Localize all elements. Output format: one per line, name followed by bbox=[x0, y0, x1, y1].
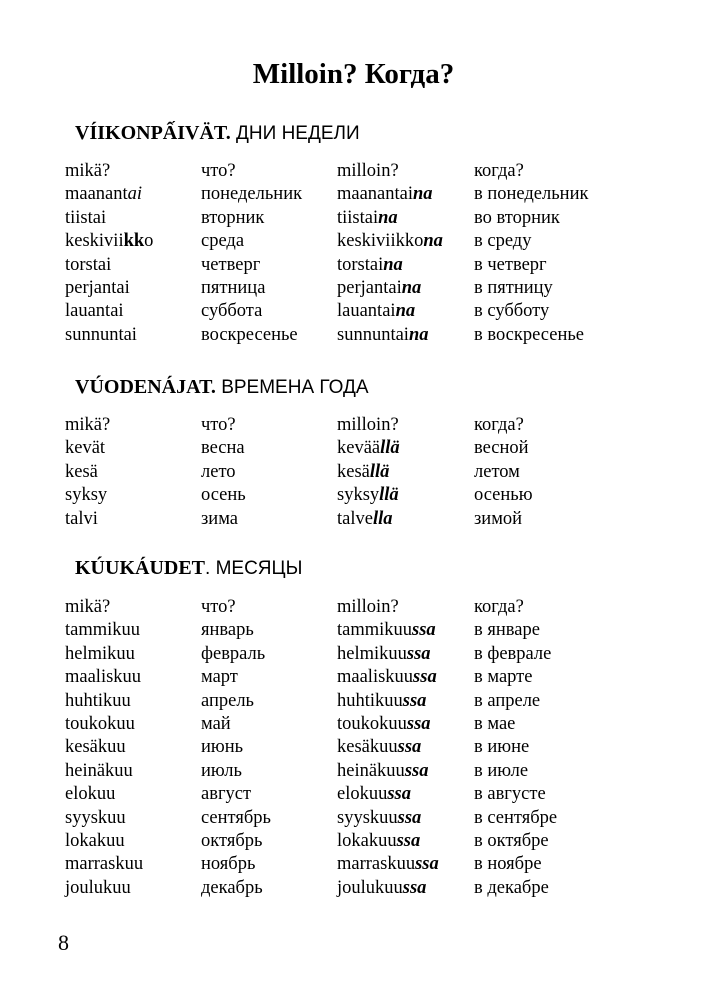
finnish-when: keväällä bbox=[337, 438, 400, 459]
russian-when: в апреле bbox=[474, 690, 541, 711]
table-row bbox=[0, 760, 707, 783]
section-heading-fi: KÚUKÁUDET bbox=[75, 557, 206, 579]
table-row bbox=[0, 414, 707, 437]
russian-when: в ноябре bbox=[474, 854, 542, 875]
finnish-word: marraskuu bbox=[65, 854, 144, 875]
table-row bbox=[0, 230, 707, 253]
finnish-when: heinäkuussa bbox=[337, 760, 429, 781]
finnish-when: joulukuussa bbox=[337, 877, 427, 898]
russian-when: в пятницу bbox=[474, 277, 553, 298]
table-row bbox=[0, 736, 707, 759]
finnish-when: torstaina bbox=[337, 254, 403, 275]
finnish-when: huhtikuussa bbox=[337, 690, 427, 711]
finnish-word: torstai bbox=[65, 254, 112, 275]
finnish-when: keskiviikkona bbox=[337, 231, 443, 252]
russian-word: август bbox=[201, 784, 252, 805]
finnish-word: talvi bbox=[65, 508, 98, 529]
russian-word: что? bbox=[201, 161, 236, 181]
table-row bbox=[0, 300, 707, 323]
russian-word: апрель bbox=[201, 690, 254, 711]
finnish-word: maaliskuu bbox=[65, 667, 142, 688]
russian-word: зима bbox=[201, 508, 238, 529]
finnish-word: toukokuu bbox=[65, 713, 135, 734]
table-row bbox=[0, 877, 707, 900]
table-row bbox=[0, 484, 707, 507]
finnish-word: syyskuu bbox=[65, 807, 126, 828]
russian-when: в понедельник bbox=[474, 184, 589, 205]
russian-when: в субботу bbox=[474, 301, 550, 322]
table-row bbox=[0, 690, 707, 713]
russian-when: в августе bbox=[474, 784, 546, 805]
russian-when: осенью bbox=[474, 485, 533, 506]
finnish-word: keskiviikko bbox=[65, 231, 154, 252]
table-row bbox=[0, 254, 707, 277]
russian-word: весна bbox=[201, 438, 245, 459]
russian-when: в июне bbox=[474, 737, 530, 758]
finnish-word: joulukuu bbox=[65, 877, 131, 898]
russian-word: пятница bbox=[201, 277, 266, 298]
finnish-word: tammikuu bbox=[65, 620, 141, 641]
russian-word: суббота bbox=[201, 301, 263, 322]
russian-when: во вторник bbox=[474, 207, 560, 228]
finnish-when: kesäkuussa bbox=[337, 737, 422, 758]
finnish-word: sunnuntai bbox=[65, 324, 137, 345]
table-row bbox=[0, 783, 707, 806]
finnish-word: elokuu bbox=[65, 784, 116, 805]
russian-word: февраль bbox=[201, 643, 266, 664]
table-row bbox=[0, 324, 707, 347]
finnish-when: lokakuussa bbox=[337, 830, 421, 851]
section-heading-seasons bbox=[75, 376, 369, 399]
finnish-word: mikä? bbox=[65, 597, 111, 617]
russian-word: ноябрь bbox=[201, 854, 256, 875]
table-row bbox=[0, 807, 707, 830]
russian-when: весной bbox=[474, 438, 529, 459]
table-row bbox=[0, 461, 707, 484]
months-table bbox=[0, 596, 707, 900]
russian-word: июнь bbox=[201, 737, 244, 758]
finnish-when: kesällä bbox=[337, 461, 390, 482]
finnish-when: talvella bbox=[337, 508, 393, 529]
table-row bbox=[0, 183, 707, 206]
finnish-word: lauantai bbox=[65, 301, 124, 322]
finnish-when: maanantaina bbox=[337, 184, 433, 205]
russian-when: в воскресенье bbox=[474, 324, 584, 345]
russian-when: в мае bbox=[474, 713, 516, 734]
finnish-word: perjantai bbox=[65, 277, 130, 298]
table-row bbox=[0, 830, 707, 853]
russian-word: январь bbox=[201, 620, 254, 641]
russian-word: что? bbox=[201, 415, 236, 435]
finnish-when: sunnuntaina bbox=[337, 324, 429, 345]
russian-word: март bbox=[201, 667, 238, 688]
table-row bbox=[0, 619, 707, 642]
finnish-word: helmikuu bbox=[65, 643, 135, 664]
finnish-when: helmikuussa bbox=[337, 643, 431, 664]
table-row bbox=[0, 508, 707, 531]
russian-word: осень bbox=[201, 485, 246, 506]
russian-when: летом bbox=[474, 461, 520, 482]
finnish-when: syksyllä bbox=[337, 485, 399, 506]
finnish-word: kesä bbox=[65, 461, 98, 482]
russian-when: в июле bbox=[474, 760, 529, 781]
finnish-when: milloin? bbox=[337, 597, 399, 617]
section-heading-fi: VÍIKONPẤIVÄT. bbox=[75, 122, 231, 144]
finnish-word: syksy bbox=[65, 485, 108, 506]
finnish-word: mikä? bbox=[65, 161, 111, 181]
finnish-word: heinäkuu bbox=[65, 760, 133, 781]
russian-word: понедельник bbox=[201, 184, 303, 205]
russian-when: в четверг bbox=[474, 254, 547, 275]
russian-word: сентябрь bbox=[201, 807, 271, 828]
russian-word: май bbox=[201, 713, 231, 734]
finnish-when: toukokuussa bbox=[337, 713, 431, 734]
table-row bbox=[0, 643, 707, 666]
finnish-when: elokuussa bbox=[337, 784, 412, 805]
finnish-word: huhtikuu bbox=[65, 690, 131, 711]
russian-when: в феврале bbox=[474, 643, 552, 664]
russian-when: когда? bbox=[474, 415, 524, 435]
finnish-when: perjantaina bbox=[337, 277, 422, 298]
russian-when: в марте bbox=[474, 667, 533, 688]
russian-when: в январе bbox=[474, 620, 540, 641]
table-row bbox=[0, 277, 707, 300]
seasons-table bbox=[0, 414, 707, 531]
page-title: Milloin? Когда? bbox=[252, 58, 455, 90]
finnish-when: maaliskuussa bbox=[337, 667, 437, 688]
table-row bbox=[0, 596, 707, 619]
russian-word: лето bbox=[201, 461, 236, 482]
russian-when: когда? bbox=[474, 597, 524, 617]
russian-when: в сентябре bbox=[474, 807, 558, 828]
russian-word: четверг bbox=[201, 254, 261, 275]
finnish-word: tiistai bbox=[65, 207, 107, 228]
finnish-when: milloin? bbox=[337, 415, 399, 435]
russian-word: воскресенье bbox=[201, 324, 298, 345]
section-heading-ru: ДНИ НЕДЕЛИ bbox=[230, 123, 360, 144]
finnish-word: maanantai bbox=[65, 184, 143, 205]
table-row bbox=[0, 437, 707, 460]
table-row bbox=[0, 853, 707, 876]
section-heading-months bbox=[75, 557, 302, 580]
russian-word: вторник bbox=[201, 207, 265, 228]
table-row bbox=[0, 713, 707, 736]
russian-word: что? bbox=[201, 597, 236, 617]
finnish-when: tiistaina bbox=[337, 207, 398, 228]
finnish-when: milloin? bbox=[337, 161, 399, 181]
russian-when: в декабре bbox=[474, 877, 549, 898]
finnish-when: marraskuussa bbox=[337, 854, 439, 875]
finnish-word: lokakuu bbox=[65, 830, 125, 851]
section-heading-ru: . МЕСЯЦЫ bbox=[205, 558, 303, 579]
finnish-word: mikä? bbox=[65, 415, 111, 435]
finnish-when: tammikuussa bbox=[337, 620, 436, 641]
russian-when: когда? bbox=[474, 161, 524, 181]
russian-word: среда bbox=[201, 231, 245, 252]
table-row bbox=[0, 160, 707, 183]
russian-word: июль bbox=[201, 760, 242, 781]
table-row bbox=[0, 207, 707, 230]
section-heading-weekdays bbox=[75, 122, 360, 145]
finnish-word: kesäkuu bbox=[65, 737, 126, 758]
russian-when: зимой bbox=[474, 508, 523, 529]
page-number: 8 bbox=[58, 930, 69, 955]
russian-when: в октябре bbox=[474, 830, 549, 851]
finnish-when: syyskuussa bbox=[337, 807, 422, 828]
weekdays-table bbox=[0, 160, 707, 347]
russian-when: в среду bbox=[474, 231, 532, 252]
russian-word: октябрь bbox=[201, 830, 263, 851]
table-row bbox=[0, 666, 707, 689]
finnish-when: lauantaina bbox=[337, 301, 416, 322]
russian-word: декабрь bbox=[201, 877, 263, 898]
finnish-word: kevät bbox=[65, 438, 106, 459]
section-heading-fi: VÚODENÁJAT. bbox=[75, 376, 216, 398]
section-heading-ru: ВРЕМЕНА ГОДА bbox=[215, 377, 369, 398]
